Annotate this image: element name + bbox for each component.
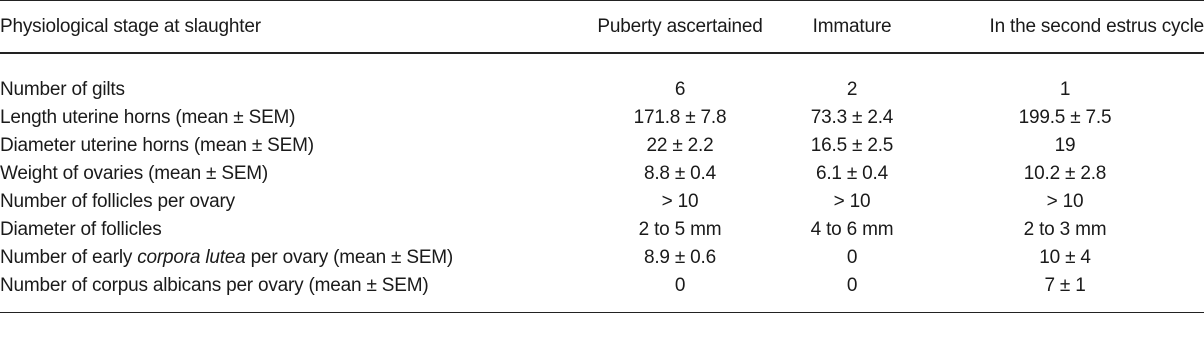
row-label: Number of corpus albicans per ovary (mean ± SEM) bbox=[0, 275, 429, 296]
header-physiological-stage: Physiological stage at slaughter bbox=[0, 1, 572, 54]
table-body bbox=[0, 53, 1204, 313]
table-row-number-of-gilts bbox=[0, 76, 1204, 104]
cell-puberty-ascertained: 22 ± 2.2 bbox=[646, 135, 714, 156]
row-label: Weight of ovaries (mean ± SEM) bbox=[0, 163, 269, 184]
cell-immature: > 10 bbox=[833, 191, 871, 212]
header-puberty-ascertained: Puberty ascertained bbox=[572, 1, 788, 54]
cell-immature: 73.3 ± 2.4 bbox=[810, 107, 894, 128]
row-label: Diameter uterine horns (mean ± SEM) bbox=[0, 135, 314, 156]
cell-second-estrus: 1 bbox=[1059, 79, 1071, 100]
table-row-diameter-uterine-horns bbox=[0, 132, 1204, 160]
cell-puberty-ascertained: 6 bbox=[674, 79, 686, 100]
cell-second-estrus: 19 bbox=[1054, 135, 1076, 156]
row-label-prefix: Number of early bbox=[0, 247, 138, 268]
cell-second-estrus: 10 ± 4 bbox=[1039, 247, 1091, 268]
table-row-corpora-lutea bbox=[0, 244, 1204, 272]
table-bottom-rule bbox=[0, 300, 1204, 313]
cell-puberty-ascertained: 171.8 ± 7.8 bbox=[633, 107, 727, 128]
row-label bbox=[0, 244, 572, 272]
cell-second-estrus: > 10 bbox=[1046, 191, 1084, 212]
row-label: Length uterine horns (mean ± SEM) bbox=[0, 107, 296, 128]
header-second-estrus-cycle: In the second estrus cycle bbox=[916, 1, 1204, 54]
table-row-diameter-of-follicles bbox=[0, 216, 1204, 244]
row-label: Diameter of follicles bbox=[0, 219, 162, 240]
cell-puberty-ascertained: 0 bbox=[674, 275, 686, 296]
cell-immature: 16.5 ± 2.5 bbox=[810, 135, 894, 156]
cell-immature: 4 to 6 mm bbox=[810, 219, 894, 240]
cell-second-estrus: 199.5 ± 7.5 bbox=[1018, 107, 1112, 128]
cell-puberty-ascertained: 8.9 ± 0.6 bbox=[643, 247, 716, 268]
cell-puberty-ascertained: 8.8 ± 0.4 bbox=[643, 163, 716, 184]
table-header bbox=[0, 1, 1204, 54]
header-immature: Immature bbox=[788, 1, 916, 54]
cell-immature: 6.1 ± 0.4 bbox=[815, 163, 888, 184]
table-row-follicles-per-ovary bbox=[0, 188, 1204, 216]
cell-puberty-ascertained: > 10 bbox=[661, 191, 699, 212]
row-label-suffix: per ovary (mean ± SEM) bbox=[245, 247, 454, 268]
cell-second-estrus: 10.2 ± 2.8 bbox=[1023, 163, 1107, 184]
cell-immature: 0 bbox=[846, 247, 858, 268]
row-label: Number of follicles per ovary bbox=[0, 191, 235, 212]
cell-second-estrus: 2 to 3 mm bbox=[1023, 219, 1107, 240]
row-label-italic-term: corpora lutea bbox=[137, 247, 246, 268]
cell-immature: 2 bbox=[846, 79, 858, 100]
header-row bbox=[0, 1, 1204, 54]
table-row-corpus-albicans bbox=[0, 272, 1204, 300]
cell-second-estrus: 7 ± 1 bbox=[1044, 275, 1086, 296]
cell-puberty-ascertained: 2 to 5 mm bbox=[638, 219, 722, 240]
table-row-length-uterine-horns bbox=[0, 104, 1204, 132]
table-row-weight-of-ovaries bbox=[0, 160, 1204, 188]
cell-immature: 0 bbox=[846, 275, 858, 296]
row-label: Number of gilts bbox=[0, 79, 125, 100]
spacer-row bbox=[0, 53, 1204, 76]
